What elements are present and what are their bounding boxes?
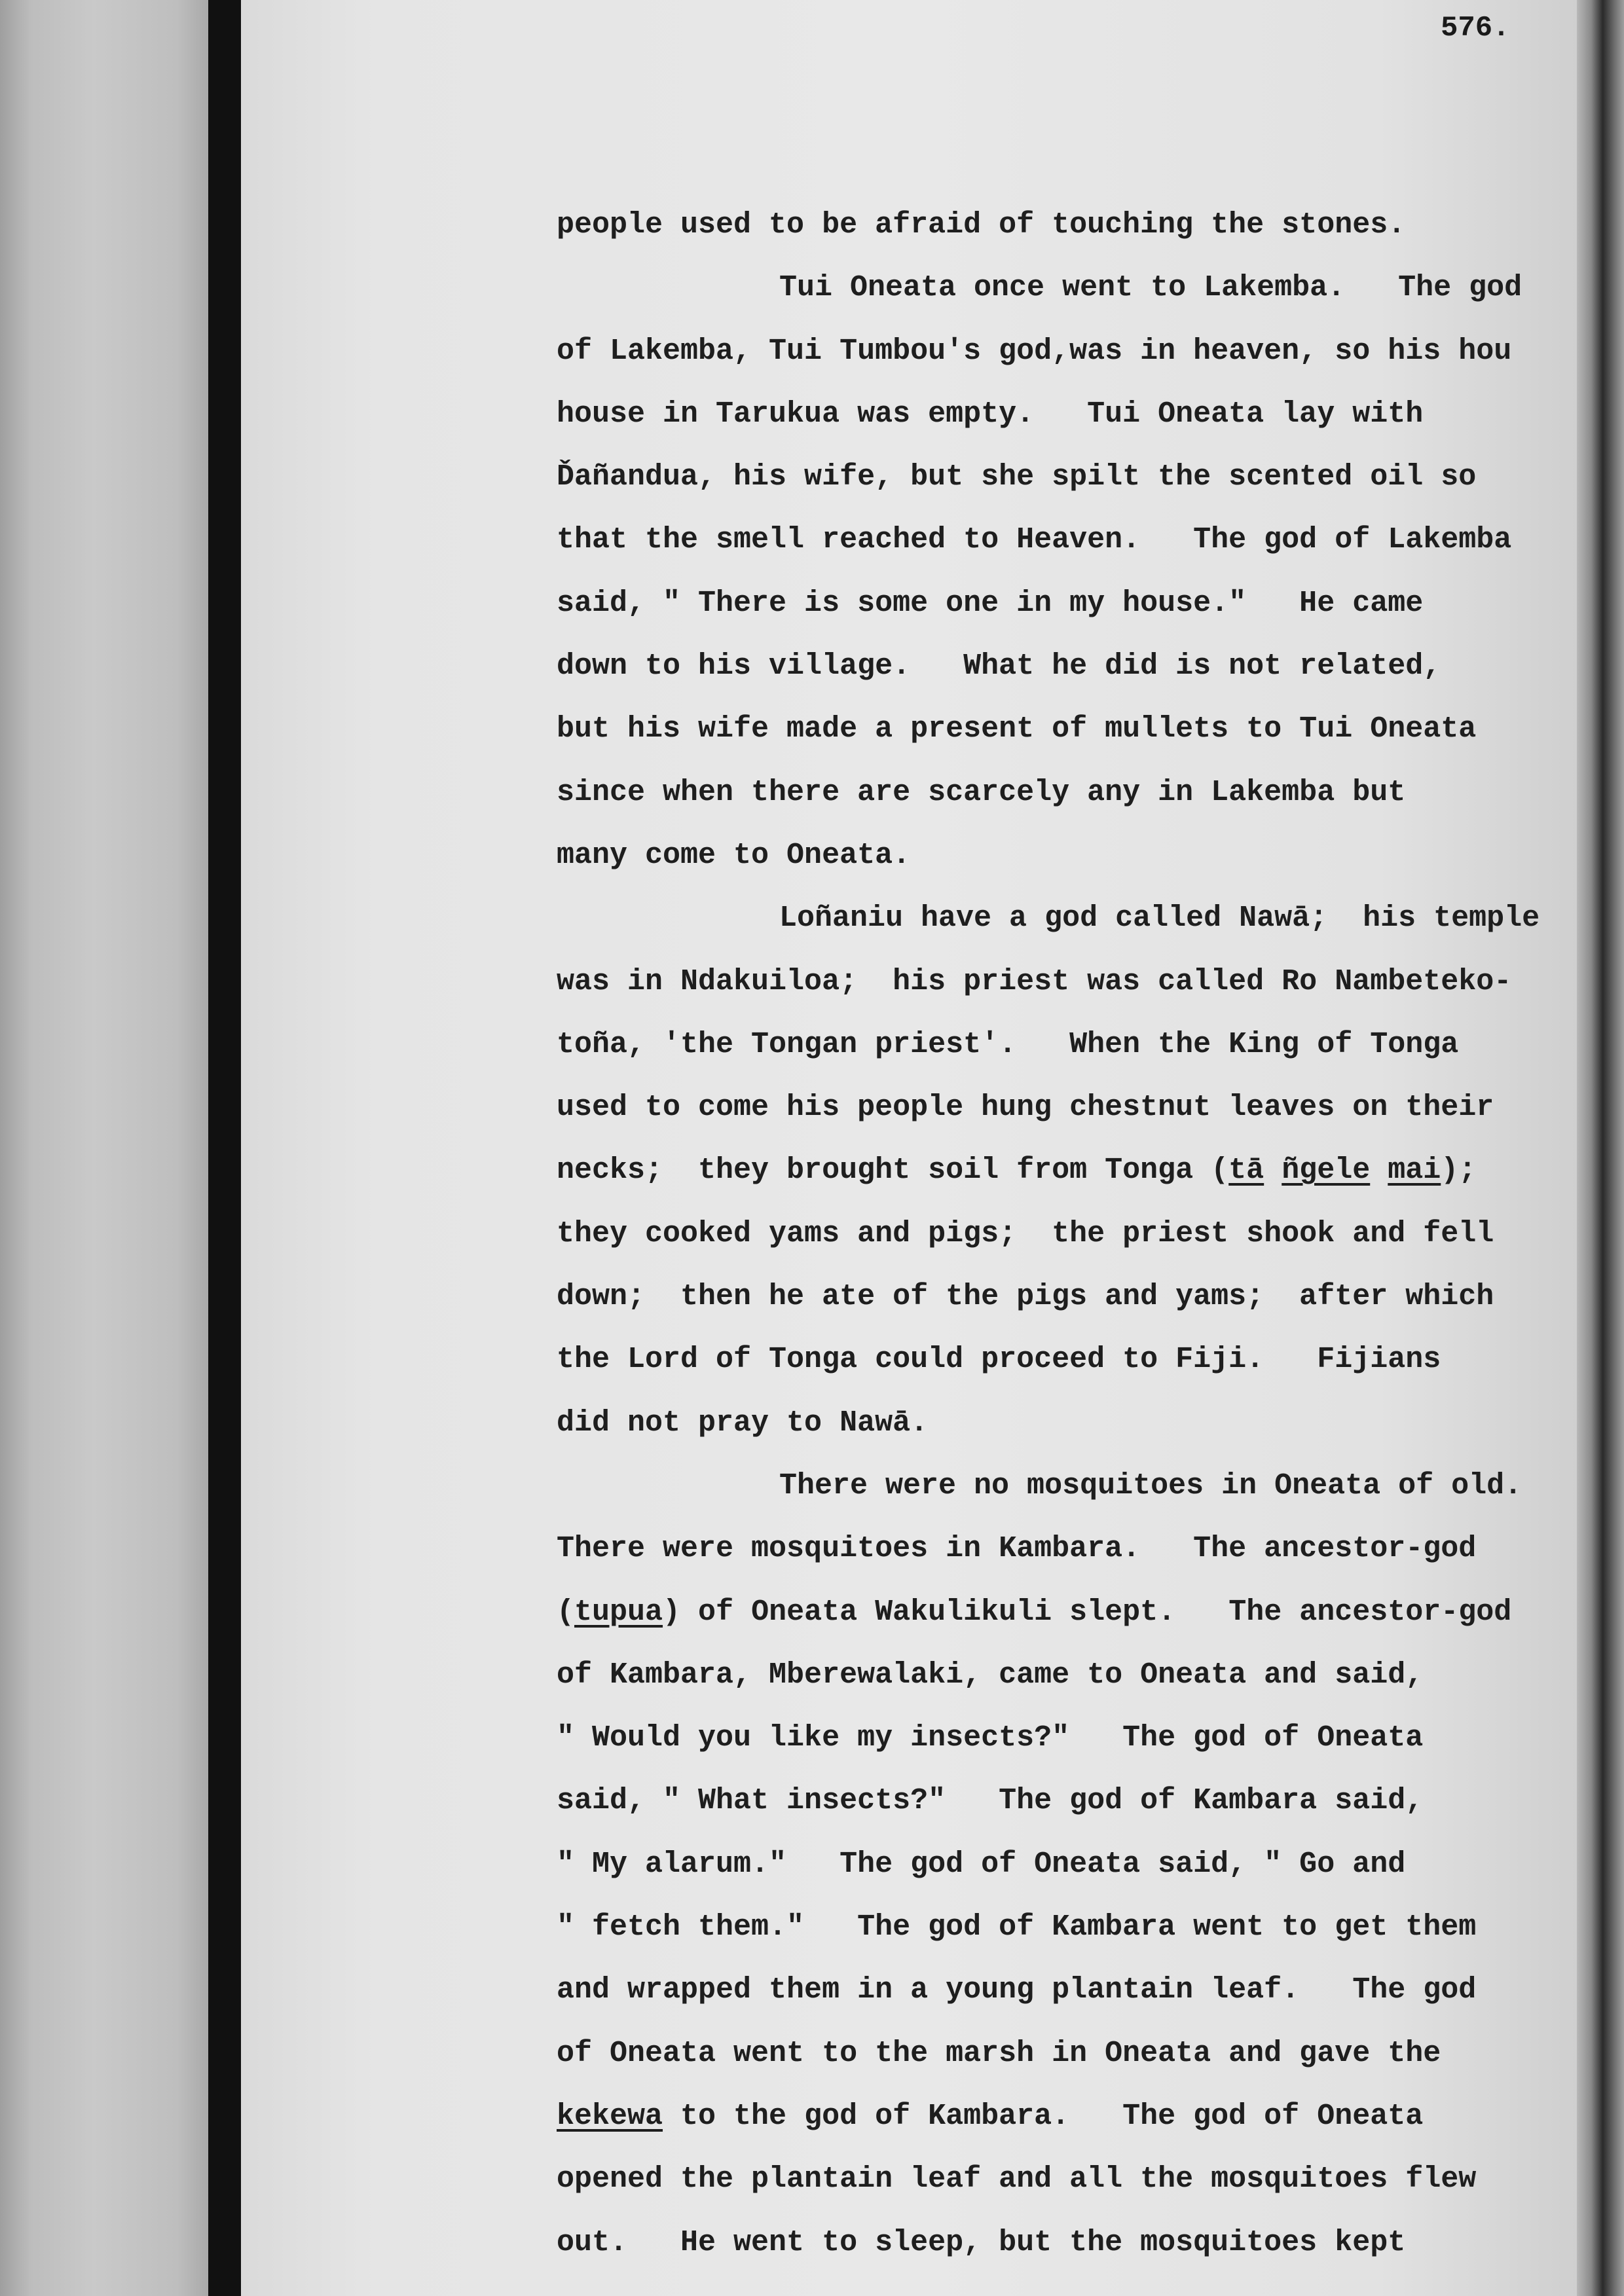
text-line [557, 2022, 1578, 2085]
page-number: 576. [1441, 12, 1510, 45]
text-line [557, 951, 1578, 1013]
text-line [557, 383, 1578, 446]
text-line [557, 1266, 1578, 1328]
text-line [557, 1518, 1578, 1580]
text-run: that the smell reached to Heaven. The god of Lakemba [557, 523, 1512, 557]
text-run: " My alarum." The god of Oneata said, " Go and [557, 1847, 1406, 1881]
text-run: toña, 'the Tongan priest'. When the King of Tonga [557, 1027, 1459, 1061]
text-line [557, 1139, 1578, 1202]
text-run: necks; they brought soil from Tonga ( [557, 1154, 1229, 1188]
text-run: to the god of Kambara. The god of Oneata [663, 2099, 1424, 2133]
text-run: of Lakemba, Tui Tumbou's god,was in heaven, so his hou [557, 334, 1512, 368]
text-line [557, 1581, 1578, 1644]
text-line [557, 698, 1578, 761]
text-run: ); [1441, 1154, 1477, 1188]
text-run: house in Tarukua was empty. Tui Oneata lay with [557, 397, 1424, 431]
text-run: the Lord of Tonga could proceed to Fiji. Fijians [557, 1343, 1441, 1377]
text-run: opened the plantain leaf and all the mosquitoes flew [557, 2162, 1477, 2196]
text-line [557, 572, 1578, 635]
text-run: they cooked yams and pigs; the priest shook and fell [557, 1216, 1494, 1250]
text-run: " fetch them." The god of Kambara went to get them [557, 1910, 1477, 1944]
text-line [557, 2085, 1578, 2148]
body-text [557, 194, 1578, 2274]
text-run: of Kambara, Mberewalaki, came to Oneata and said, [557, 1658, 1424, 1692]
underlined-term: mai [1388, 1154, 1441, 1188]
text-line [557, 257, 1578, 319]
text-line [557, 194, 1578, 257]
text-run: many come to Oneata. [557, 838, 911, 872]
text-line [557, 320, 1578, 383]
text-run: and wrapped them in a young plantain leaf. The god [557, 1973, 1477, 2007]
text-run: used to come his people hung chestnut leaves on their [557, 1091, 1494, 1125]
right-page-edge [1577, 0, 1624, 2296]
text-line [557, 1392, 1578, 1455]
text-run: down to his village. What he did is not related, [557, 649, 1441, 683]
text-run: There were mosquitoes in Kambara. The ancestor-god [557, 1532, 1477, 1566]
text-line [557, 1203, 1578, 1266]
text-line [557, 509, 1578, 572]
text-run: There were no mosquitoes in Oneata of old. [779, 1468, 1522, 1503]
text-run: out. He went to sleep, but the mosquitoes kept [557, 2225, 1406, 2259]
text-line [557, 1707, 1578, 1770]
left-margin [0, 0, 208, 2296]
text-run: since when there are scarcely any in Lakemba but [557, 775, 1406, 809]
text-line [557, 2148, 1578, 2211]
text-run: but his wife made a present of mullets to Tui Oneata [557, 712, 1477, 746]
text-line [557, 887, 1578, 950]
text-run: of Oneata went to the marsh in Oneata and gave the [557, 2036, 1441, 2070]
text-run [1370, 1154, 1388, 1187]
text-run: Ďañandua, his wife, but she spilt the scented oil so [557, 460, 1477, 494]
text-line [557, 2212, 1578, 2274]
text-line [557, 1455, 1578, 1518]
text-run: ( [557, 1595, 575, 1629]
text-line [557, 1833, 1578, 1896]
underlined-term: ñgele [1282, 1154, 1371, 1188]
text-run: Loñaniu have a god called Nawā; his temple [779, 902, 1540, 936]
text-line [557, 1770, 1578, 1832]
text-line [557, 1076, 1578, 1139]
text-line [557, 824, 1578, 887]
text-line [557, 1644, 1578, 1707]
text-line [557, 635, 1578, 698]
text-run: people used to be afraid of touching the stones. [557, 208, 1406, 242]
text-run: " Would you like my insects?" The god of Oneata [557, 1721, 1424, 1755]
text-line [557, 1896, 1578, 1959]
text-run [1264, 1154, 1282, 1187]
text-run: said, " There is some one in my house." He came [557, 586, 1424, 620]
underlined-term: kekewa [557, 2099, 663, 2133]
text-run: did not pray to Nawā. [557, 1406, 929, 1440]
underlined-term: tupua [574, 1595, 663, 1629]
text-line [557, 1959, 1578, 2022]
text-run: was in Ndakuiloa; his priest was called Ro Nambeteko- [557, 964, 1512, 998]
text-line [557, 446, 1578, 509]
text-line [557, 1328, 1578, 1391]
text-line [557, 761, 1578, 824]
text-run: Tui Oneata once went to Lakemba. The god [779, 271, 1522, 305]
text-line [557, 1013, 1578, 1076]
text-run: down; then he ate of the pigs and yams; after which [557, 1280, 1494, 1314]
text-run: ) of Oneata Wakulikuli slept. The ancestor-god [663, 1595, 1512, 1629]
text-run: said, " What insects?" The god of Kambara said, [557, 1784, 1424, 1818]
binding-rule [208, 0, 241, 2296]
underlined-term: tā [1228, 1154, 1264, 1188]
